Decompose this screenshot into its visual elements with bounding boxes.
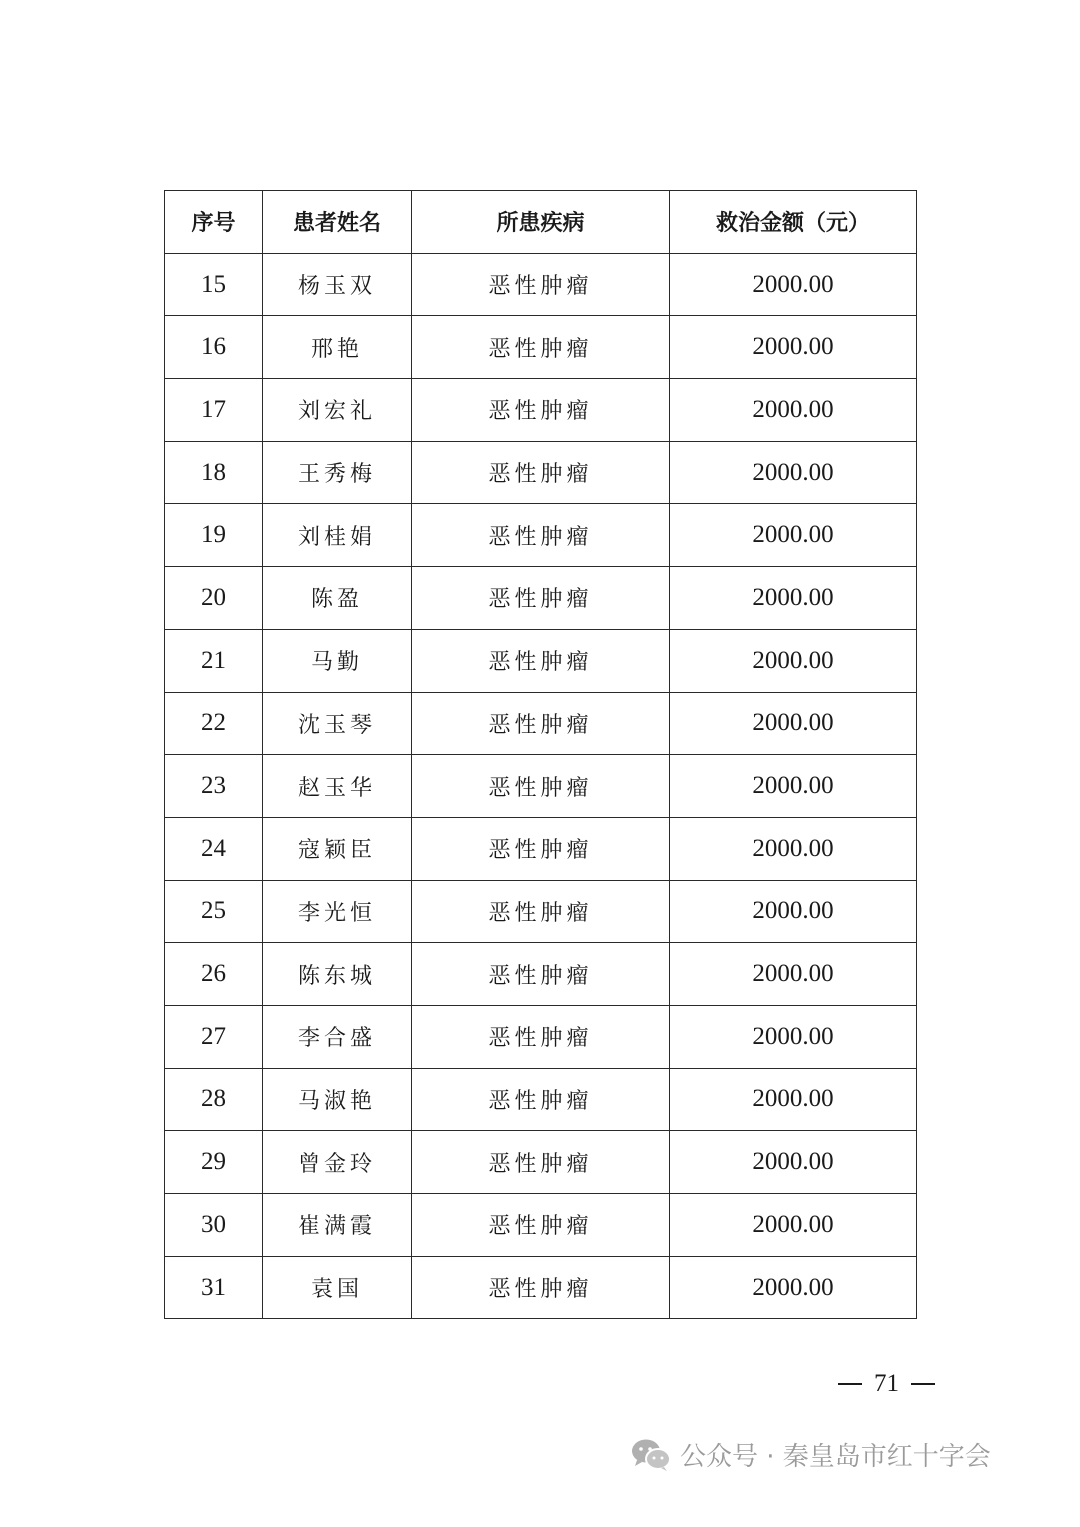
- aid-amount-cell: 2000.00: [670, 1256, 917, 1319]
- disease-cell: 恶性肿瘤: [412, 253, 670, 316]
- aid-amount-cell: 2000.00: [670, 943, 917, 1006]
- aid-amount-cell: 2000.00: [670, 567, 917, 630]
- aid-amount-cell: 2000.00: [670, 1131, 917, 1194]
- patient-name-cell: 陈东城: [263, 943, 412, 1006]
- table-row: [165, 316, 917, 379]
- disease-cell: 恶性肿瘤: [412, 1131, 670, 1194]
- table-row: [165, 629, 917, 692]
- page-number-value: 71: [874, 1370, 899, 1397]
- patient-name-cell: 马勤: [263, 629, 412, 692]
- disease-cell: 恶性肿瘤: [412, 880, 670, 943]
- disease-cell: 恶性肿瘤: [412, 567, 670, 630]
- patient-name-cell: 王秀梅: [263, 441, 412, 504]
- serial-number-cell: 20: [165, 567, 263, 630]
- table-row: [165, 1194, 917, 1257]
- patient-name-cell: 沈玉琴: [263, 692, 412, 755]
- serial-number-cell: 16: [165, 316, 263, 379]
- aid-amount-cell: 2000.00: [670, 253, 917, 316]
- serial-number-cell: 15: [165, 253, 263, 316]
- table-row: [165, 253, 917, 316]
- aid-amount-cell: 2000.00: [670, 1068, 917, 1131]
- serial-number-cell: 26: [165, 943, 263, 1006]
- aid-amount-cell: 2000.00: [670, 316, 917, 379]
- patient-name-cell: 袁国: [263, 1256, 412, 1319]
- wechat-icon: [630, 1437, 672, 1473]
- header-disease: 所患疾病: [412, 191, 670, 254]
- serial-number-cell: 28: [165, 1068, 263, 1131]
- aid-amount-cell: 2000.00: [670, 755, 917, 818]
- serial-number-cell: 21: [165, 629, 263, 692]
- disease-cell: 恶性肿瘤: [412, 1194, 670, 1257]
- aid-amount-cell: 2000.00: [670, 817, 917, 880]
- serial-number-cell: 22: [165, 692, 263, 755]
- header-patient-name: 患者姓名: [263, 191, 412, 254]
- disease-cell: 恶性肿瘤: [412, 379, 670, 442]
- table-header-row: [165, 191, 917, 254]
- patient-name-cell: 杨玉双: [263, 253, 412, 316]
- serial-number-cell: 18: [165, 441, 263, 504]
- table-row: [165, 1068, 917, 1131]
- page-number: [838, 1370, 935, 1398]
- table-row: [165, 1131, 917, 1194]
- patient-name-cell: 刘宏礼: [263, 379, 412, 442]
- aid-recipients-table: [164, 190, 917, 1319]
- disease-cell: 恶性肿瘤: [412, 504, 670, 567]
- patient-name-cell: 赵玉华: [263, 755, 412, 818]
- disease-cell: 恶性肿瘤: [412, 441, 670, 504]
- disease-cell: 恶性肿瘤: [412, 817, 670, 880]
- disease-cell: 恶性肿瘤: [412, 943, 670, 1006]
- table-row: [165, 1256, 917, 1319]
- wechat-watermark: [630, 1436, 991, 1473]
- serial-number-cell: 24: [165, 817, 263, 880]
- serial-number-cell: 23: [165, 755, 263, 818]
- header-serial-number: 序号: [165, 191, 263, 254]
- serial-number-cell: 19: [165, 504, 263, 567]
- patient-name-cell: 刘桂娟: [263, 504, 412, 567]
- header-aid-amount: 救治金额（元）: [670, 191, 917, 254]
- disease-cell: 恶性肿瘤: [412, 1005, 670, 1068]
- table-row: [165, 1005, 917, 1068]
- table-row: [165, 880, 917, 943]
- table-row: [165, 567, 917, 630]
- table-row: [165, 441, 917, 504]
- serial-number-cell: 27: [165, 1005, 263, 1068]
- aid-amount-cell: 2000.00: [670, 504, 917, 567]
- patient-name-cell: 寇颖臣: [263, 817, 412, 880]
- patient-name-cell: 李合盛: [263, 1005, 412, 1068]
- patient-name-cell: 邢艳: [263, 316, 412, 379]
- aid-amount-cell: 2000.00: [670, 880, 917, 943]
- disease-cell: 恶性肿瘤: [412, 692, 670, 755]
- patient-name-cell: 崔满霞: [263, 1194, 412, 1257]
- serial-number-cell: 25: [165, 880, 263, 943]
- page-number-dash-right: [911, 1383, 935, 1385]
- disease-cell: 恶性肿瘤: [412, 755, 670, 818]
- patient-name-cell: 陈盈: [263, 567, 412, 630]
- aid-amount-cell: 2000.00: [670, 692, 917, 755]
- serial-number-cell: 29: [165, 1131, 263, 1194]
- aid-amount-cell: 2000.00: [670, 441, 917, 504]
- serial-number-cell: 17: [165, 379, 263, 442]
- aid-amount-cell: 2000.00: [670, 629, 917, 692]
- disease-cell: 恶性肿瘤: [412, 1256, 670, 1319]
- serial-number-cell: 31: [165, 1256, 263, 1319]
- aid-amount-cell: 2000.00: [670, 379, 917, 442]
- disease-cell: 恶性肿瘤: [412, 316, 670, 379]
- patient-name-cell: 马淑艳: [263, 1068, 412, 1131]
- table-row: [165, 817, 917, 880]
- aid-amount-cell: 2000.00: [670, 1005, 917, 1068]
- watermark-text: 公众号 · 秦皇岛市红十字会: [680, 1442, 991, 1472]
- serial-number-cell: 30: [165, 1194, 263, 1257]
- table-row: [165, 379, 917, 442]
- table-row: [165, 504, 917, 567]
- disease-cell: 恶性肿瘤: [412, 1068, 670, 1131]
- table-row: [165, 943, 917, 1006]
- patient-name-cell: 曾金玲: [263, 1131, 412, 1194]
- disease-cell: 恶性肿瘤: [412, 629, 670, 692]
- table-row: [165, 755, 917, 818]
- table-row: [165, 692, 917, 755]
- page-number-dash-left: [838, 1383, 862, 1385]
- aid-amount-cell: 2000.00: [670, 1194, 917, 1257]
- patient-name-cell: 李光恒: [263, 880, 412, 943]
